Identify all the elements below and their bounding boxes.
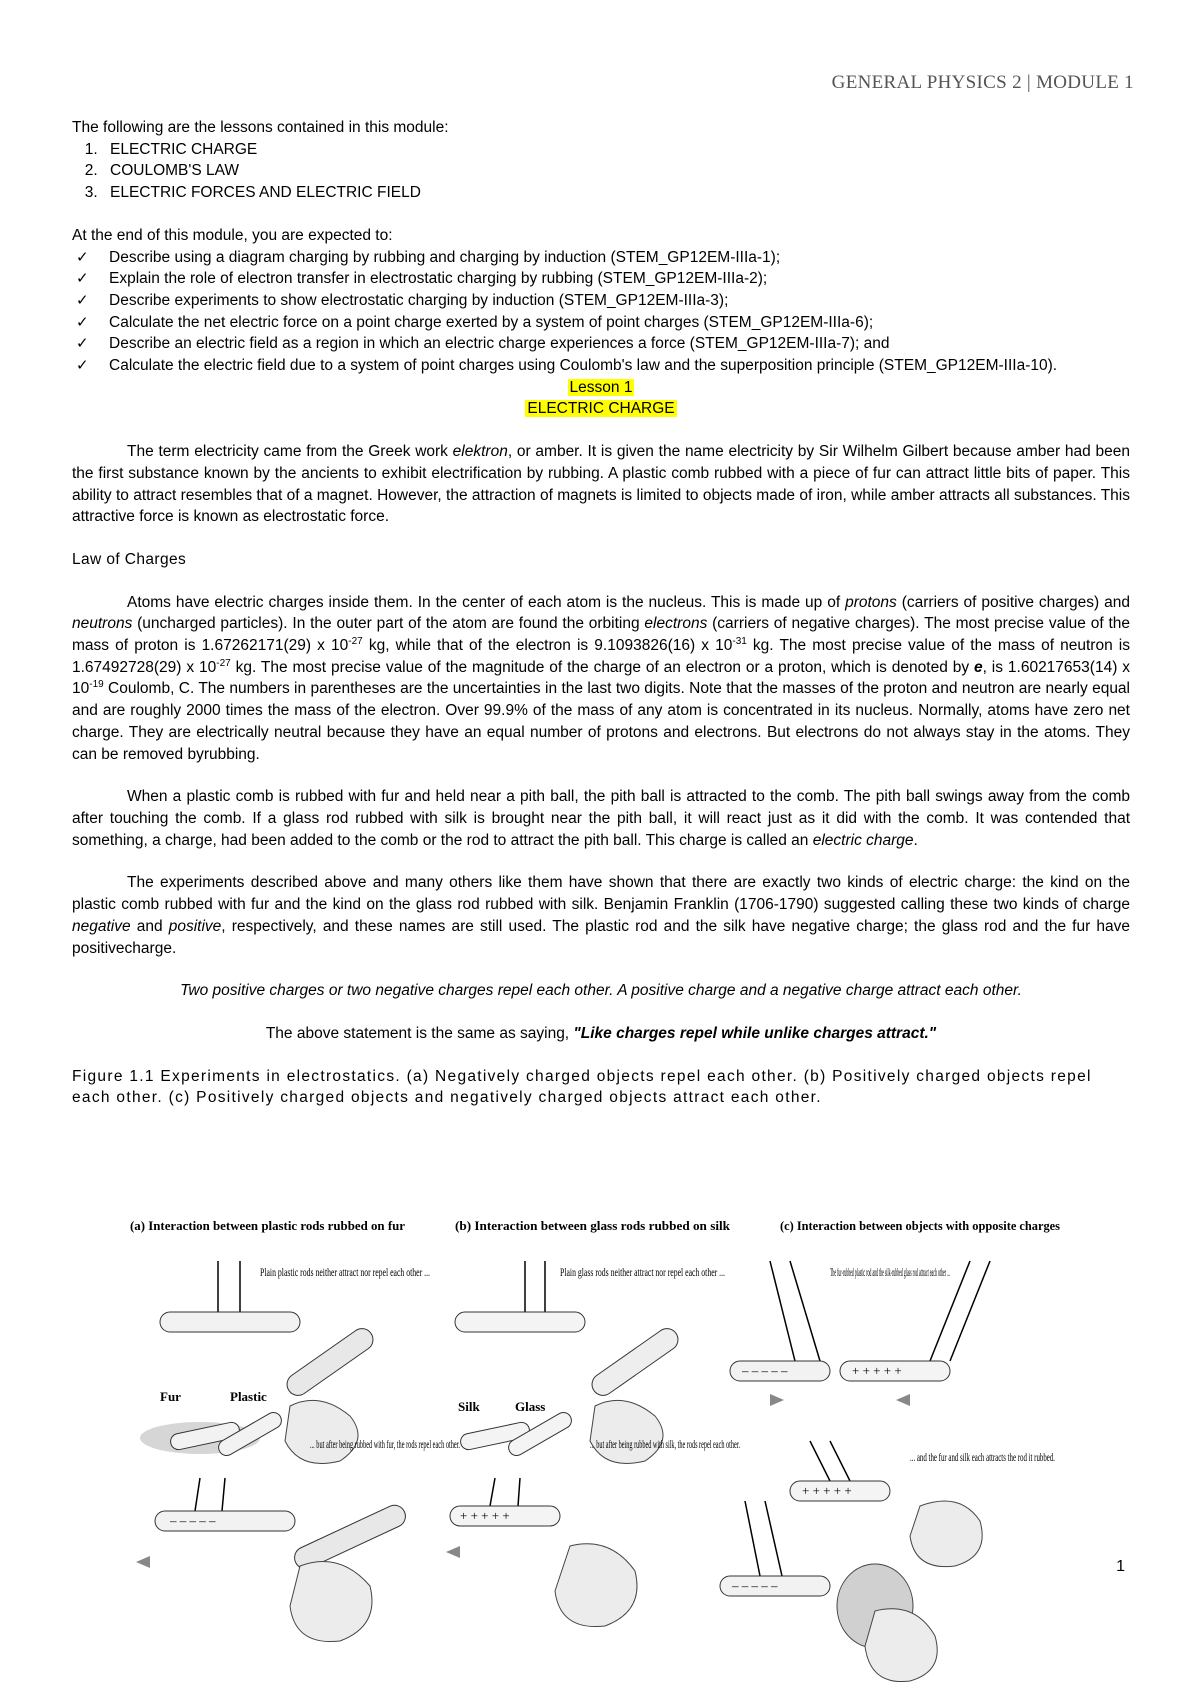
check-icon: ✓ [76, 248, 89, 266]
glass-label: Glass [515, 1399, 546, 1414]
lesson-label: Lesson 1 [569, 378, 633, 396]
panel-b [446, 1261, 740, 1627]
charge-statement: Two positive charges or two negative charges repel each other. A positive charge and a negative charge attract each other. [180, 982, 1022, 1000]
paragraph-atoms: Atoms have electric charges inside them. In the center of each atom is the nucleus. This is made up of protons (carriers of positive charges) and neutrons (uncharged particles). In the outer part of the atom are found the orbiting electrons (carriers of negative charges). The most precise value of the mass of proton is 1.67262171(29) x $10^{-27}$ kg, while that of the electron is 9.1093826(16) x $10^{-31}$ kg. The most precise value of the mass of neutron is 1.67492728(29) x $10^{-27}$ kg. The most precise value of the magnitude of the charge of an electron or a proton, which is denoted by e, is 1.60217653(14) x $10^{-19}$ Coulomb, C. The numbers in parentheses are the uncertainties in the last two digits. Note that the masses of the proton and neutron are nearly equal and are roughly 2000 times the mass of the electron. Over 99.9% of the mass of any atom is concentrated in its nucleus. Normally, atoms have zero net charge. They are electrically neutral because they have an equal number of protons and electrons. But electrons do not always stay in the atoms. They can be removed byrubbing. [72, 593, 1130, 763]
hand-sketch [285, 1400, 358, 1463]
panel-c [720, 1261, 1055, 1682]
like-charges-statement: The above statement is the same as saying, "Like charges repel while unlike charges attract." [265, 1024, 937, 1042]
panel-a-note-1: Plain plastic rods neither attract nor repel each other ... [260, 1265, 430, 1279]
paragraph-electricity: The term electricity came from the Greek work elektron, or amber. It is given the name electricity by Sir Wilhelm Gilbert because amber had been the first substance known by the ancients to exhibit electrification by rubbing. A plastic comb rubbed with a piece of fur can attract little bits of paper. This ability to attract resembles that of a magnet. However, the attraction of magnets is limited to objects made of iron, while amber attracts all substances. This attractive force is known as electrostatic force. [72, 443, 1130, 526]
objective-item: ✓ Describe an electric field as a region in which an electric charge experiences a force (STEM_GP12EM-IIIa-7); and [72, 333, 1130, 355]
hand-sketch [290, 1562, 372, 1642]
panel-b-note-2: ... but after being rubbed with silk, the rods repel each other. [590, 1437, 740, 1451]
lesson-item: 3. ELECTRIC FORCES AND ELECTRIC FIELD [102, 182, 1130, 204]
panel-b-title: (b) Interaction between glass rods rubbed on silk [455, 1218, 731, 1233]
lesson-item: 1. ELECTRIC CHARGE [102, 139, 1130, 161]
arrow-left-icon [446, 1546, 460, 1558]
lesson-title: ELECTRIC CHARGE [527, 400, 675, 418]
objective-item: ✓ Calculate the electric field due to a system of point charges using Coulomb's law and the superposition principle (STEM_GP12EM-IIIa-10). [72, 355, 1130, 377]
negative-charges: – – – – – [170, 1513, 216, 1528]
lesson-item: 2. COULOMB'S LAW [102, 160, 1130, 182]
plastic-rod [291, 1502, 409, 1573]
negative-charges: – – – – – [732, 1578, 778, 1593]
page-body [72, 117, 1130, 1109]
fur-label: Fur [160, 1389, 181, 1404]
hand-sketch [555, 1544, 637, 1627]
glass-rod [455, 1312, 585, 1332]
panel-c-note-2: ... and the fur and silk each attracts the rod it rubbed. [910, 1450, 1055, 1464]
hand-sketch [865, 1609, 937, 1682]
arrow-left-icon [136, 1556, 150, 1568]
intro-text: The following are the lessons contained in this module: [72, 119, 449, 136]
plastic-label: Plastic [230, 1389, 267, 1404]
check-icon: ✓ [76, 357, 89, 375]
figure-caption: Figure 1.1 Experiments in electrostatics. (a) Negatively charged objects repel each other. (b) Positively charged objects repel each other. (c) Positively charged objects and negatively charged objects attract each other. [72, 1067, 1092, 1107]
glass-rod [588, 1324, 683, 1399]
check-icon: ✓ [76, 335, 89, 353]
check-icon: ✓ [76, 313, 89, 331]
objectives-intro: At the end of this module, you are expected to: [72, 226, 393, 244]
section-heading-law-of-charges: Law of Charges [72, 550, 187, 568]
lesson-list [72, 139, 1130, 204]
hand-sketch [910, 1501, 982, 1567]
positive-charges: + + + + + [460, 1508, 510, 1523]
panel-b-note-1: Plain glass rods neither attract nor repel each other ... [560, 1265, 725, 1279]
check-icon: ✓ [76, 270, 89, 288]
plastic-rod [283, 1324, 378, 1399]
page-number: 1 [1116, 1558, 1125, 1575]
panel-c-title: (c) Interaction between objects with opposite charges [780, 1218, 1060, 1233]
plastic-rod [160, 1312, 300, 1332]
arrow-right-icon [770, 1394, 784, 1406]
hand-sketch [590, 1400, 663, 1463]
paragraph-comb: When a plastic comb is rubbed with fur and held near a pith ball, the pith ball is attracted to the comb. The pith ball swings away from the comb after touching the comb. If a glass rod rubbed with silk is brought near the pith ball, it will react just as it did with the comb. It was contended that something, a charge, had been added to the comb or the rod to attract the pith ball. This charge is called an electric charge. [72, 788, 1130, 849]
arrow-left-icon [896, 1394, 910, 1406]
objective-item: ✓ Describe using a diagram charging by rubbing and charging by induction (STEM_GP12EM-IIIa-1); [72, 247, 1130, 269]
panel-a [136, 1261, 460, 1642]
positive-charges: + + + + + [852, 1363, 902, 1378]
running-header: GENERAL PHYSICS 2 | MODULE 1 [831, 72, 1134, 93]
objective-item: ✓ Explain the role of electron transfer in electrostatic charging by rubbing (STEM_GP12EM-IIIa-2); [72, 268, 1130, 290]
panel-a-title: (a) Interaction between plastic rods rubbed on fur [130, 1218, 406, 1233]
panel-a-note-2: ... but after being rubbed with fur, the rods repel each other. [310, 1437, 460, 1451]
negative-charges: – – – – – [742, 1363, 788, 1378]
paragraph-franklin: The experiments described above and many others like them have shown that there are exactly two kinds of electric charge: the kind on the plastic comb rubbed with fur and the kind on the glass rod rubbed with silk. Benjamin Franklin (1706-1790) suggested calling these two kinds of charge negative and positive, respectively, and these names are still used. The plastic rod and the silk have negative charge; the glass rod and the fur have positivecharge. [72, 874, 1130, 957]
objective-item: ✓ Describe experiments to show electrostatic charging by induction (STEM_GP12EM-IIIa-3); [72, 290, 1130, 312]
objectives-list [72, 247, 1130, 377]
check-icon: ✓ [76, 291, 89, 309]
positive-charges: + + + + + [802, 1483, 852, 1498]
panel-c-note-1: The fur-rubbed plastic rod and the silk-rubbed glass rod attract each other ... [830, 1265, 950, 1279]
figure-1-1-illustration [130, 1216, 1070, 1686]
objective-item: ✓ Calculate the net electric force on a point charge exerted by a system of point charges (STEM_GP12EM-IIIa-6); [72, 312, 1130, 334]
silk-label: Silk [458, 1399, 480, 1414]
